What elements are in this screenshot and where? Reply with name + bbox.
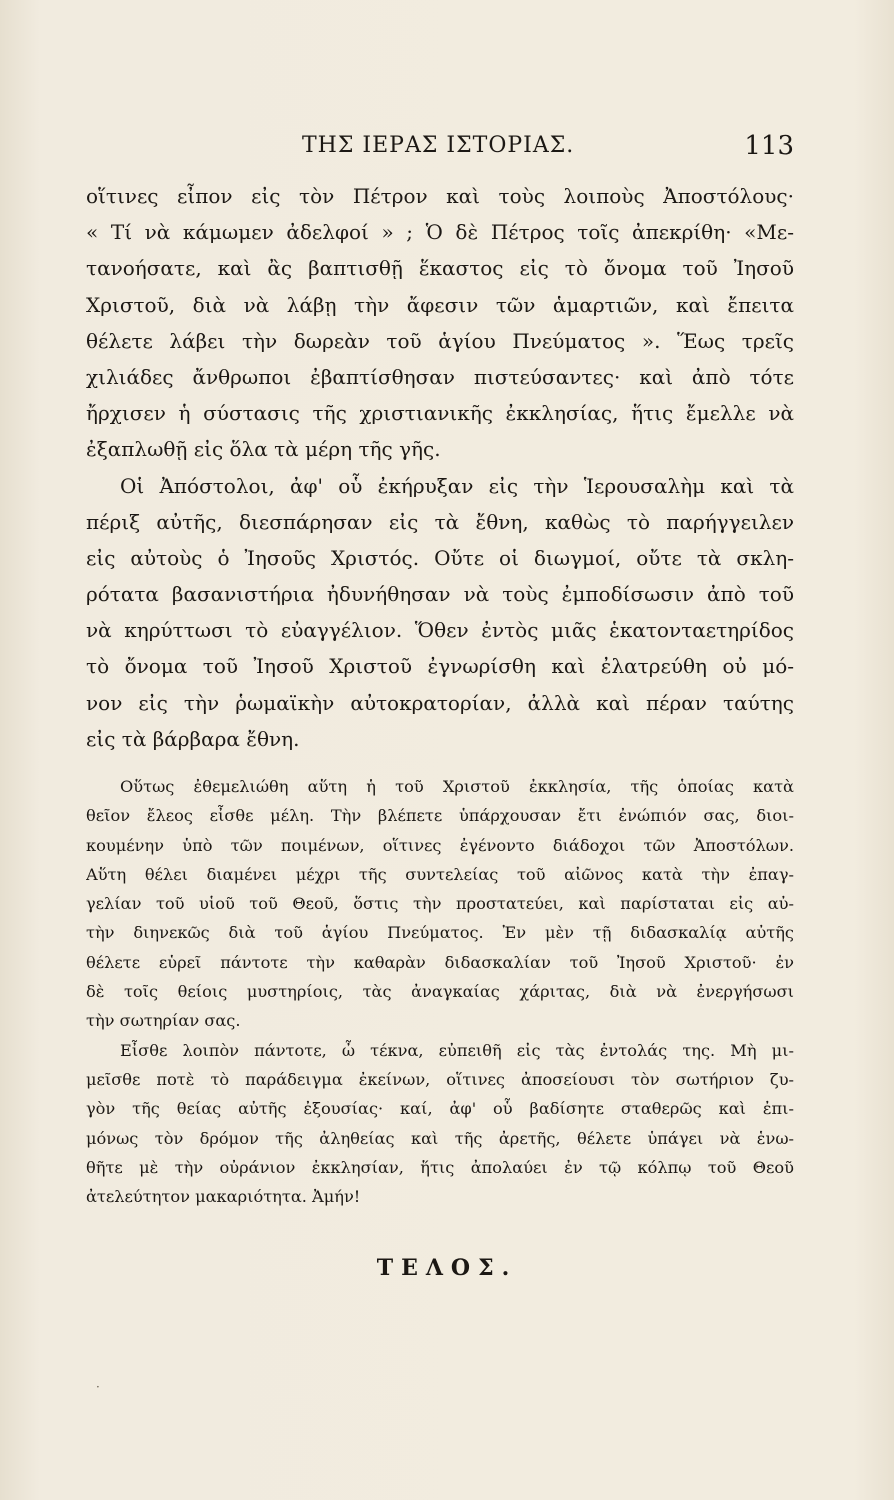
- text-line: εἰς αὐτοὺς ὁ Ἰησοῦς Χριστός. Οὔτε οἱ διωγμοί, οὔτε τὰ σκλη-: [86, 545, 794, 570]
- closing-line: μόνως τὸν δρόμον τῆς ἀληθείας καὶ τῆς ἀρετῆς, θέλετε ὑπάγει νὰ ἑνω-: [86, 1128, 794, 1148]
- closing-line: θῆτε μὲ τὴν οὐράνιον ἐκκλησίαν, ἥτις ἀπολαύει ἐν τῷ κόλπῳ τοῦ Θεοῦ: [86, 1157, 794, 1177]
- closing-line: τὴν διηνεκῶς διὰ τοῦ ἁγίου Πνεύματος. Ἐν μὲν τῇ διδασκαλίᾳ αὐτῆς: [86, 923, 794, 943]
- closing-line: Αὕτη θέλει διαμένει μέχρι τῆς συντελείας τοῦ αἰῶνος κατὰ τὴν ἐπαγ-: [86, 864, 794, 884]
- text-line: τανοήσατε, καὶ ἂς βαπτισθῇ ἕκαστος εἰς τὸ ὄνομα τοῦ Ἰησοῦ: [86, 256, 794, 281]
- text-line: νὰ κηρύττωσι τὸ εὐαγγέλιον. Ὅθεν ἐντὸς μιᾶς ἑκατονταετηρίδος: [86, 618, 794, 643]
- closing-line: γὸν τῆς θείας αὐτῆς ἐξουσίας· καί, ἀφ' οὗ βαδίσητε σταθερῶς καὶ ἐπι-: [86, 1099, 794, 1119]
- text-line: ρότατα βασανιστήρια ἠδυνήθησαν νὰ τοὺς ἐμποδίσωσιν ἀπὸ τοῦ: [86, 582, 794, 607]
- closing-line: μεῖσθε ποτὲ τὸ παράδειγμα ἐκείνων, οἵτινες ἀποσείουσι τὸν σωτήριον ζυ-: [86, 1069, 794, 1089]
- page-header: [86, 133, 794, 169]
- text-line: εἰς τὰ βάρβαρα ἔθνη.: [86, 726, 300, 751]
- text-line: « Τί νὰ κάμωμεν ἀδελφοί » ; Ὁ δὲ Πέτρος τοῖς ἀπεκρίθη· «Με-: [86, 220, 794, 245]
- text-line: πέριξ αὐτῆς, διεσπάρησαν εἰς τὰ ἔθνη, καθὼς τὸ παρήγγειλεν: [86, 509, 794, 534]
- running-title: ΤΗΣ ΙΕΡΑΣ ΙΣΤΟΡΙΑΣ.: [302, 133, 575, 158]
- closing-line: Οὕτως ἐθεμελιώθη αὕτη ἡ τοῦ Χριστοῦ ἐκκλησία, τῆς ὁποίας κατὰ: [120, 777, 794, 796]
- closing-line: δὲ τοῖς θείοις μυστηρίοις, τὰς ἀναγκαίας χάριτας, διὰ νὰ ἐνεργήσωσι: [86, 982, 794, 1002]
- print-speck: ·: [96, 1380, 100, 1394]
- text-line: τὸ ὄνομα τοῦ Ἰησοῦ Χριστοῦ ἐγνωρίσθη καὶ ἐλατρεύθη οὐ μό-: [86, 654, 794, 679]
- closing-line: γελίαν τοῦ υἱοῦ τοῦ Θεοῦ, ὅστις τὴν προστατεύει, καὶ παρίσταται εἰς αὐ-: [86, 894, 794, 914]
- main-text: [86, 178, 794, 757]
- text-line: οἵτινες εἶπον εἰς τὸν Πέτρον καὶ τοὺς λοιποὺς Ἀποστόλους·: [86, 184, 794, 208]
- text-line: Οἱ Ἀπόστολοι, ἀφ' οὗ ἐκήρυξαν εἰς τὴν Ἱερουσαλὴμ καὶ τὰ: [120, 473, 794, 498]
- closing-line: κουμένην ὑπὸ τῶν ποιμένων, οἵτινες ἐγένοντο διάδοχοι τῶν Ἀποστόλων.: [86, 835, 794, 855]
- page-number: 113: [744, 131, 794, 161]
- text-line: ἐξαπλωθῇ εἰς ὅλα τὰ μέρη τῆς γῆς.: [86, 437, 441, 462]
- end-mark: ΤΕΛΟΣ.: [376, 1255, 518, 1281]
- closing-line: ἀτελεύτητον μακαριότητα. Ἀμήν!: [86, 1187, 361, 1207]
- text-line: ἤρχισεν ἡ σύστασις τῆς χριστιανικῆς ἐκκλησίας, ἥτις ἔμελλε νὰ: [86, 401, 794, 426]
- text-line: νον εἰς τὴν ῥωμαϊκὴν αὐτοκρατορίαν, ἀλλὰ καὶ πέραν ταύτης: [86, 690, 794, 715]
- closing-line: Εἶσθε λοιπὸν πάντοτε, ὦ τέκνα, εὐπειθῆ εἰς τὰς ἐντολάς της. Μὴ μι-: [120, 1040, 794, 1060]
- closing-line: θέλετε εὑρεῖ πάντοτε τὴν καθαρὰν διδασκαλίαν τοῦ Ἰησοῦ Χριστοῦ· ἐν: [86, 952, 794, 972]
- closing-line: θεῖον ἔλεος εἶσθε μέλη. Τὴν βλέπετε ὑπάρχουσαν ἔτι ἐνώπιόν σας, διοι-: [86, 806, 794, 826]
- closing-text: [86, 772, 794, 1211]
- text-line: θέλετε λάβει τὴν δωρεὰν τοῦ ἁγίου Πνεύματος ». Ἕως τρεῖς: [86, 328, 794, 353]
- text-line: χιλιάδες ἄνθρωποι ἐβαπτίσθησαν πιστεύσαντες· καὶ ἀπὸ τότε: [86, 364, 794, 389]
- text-line: Χριστοῦ, διὰ νὰ λάβῃ τὴν ἄφεσιν τῶν ἁμαρτιῶν, καὶ ἔπειτα: [86, 292, 794, 317]
- closing-line: τὴν σωτηρίαν σας.: [86, 1011, 241, 1031]
